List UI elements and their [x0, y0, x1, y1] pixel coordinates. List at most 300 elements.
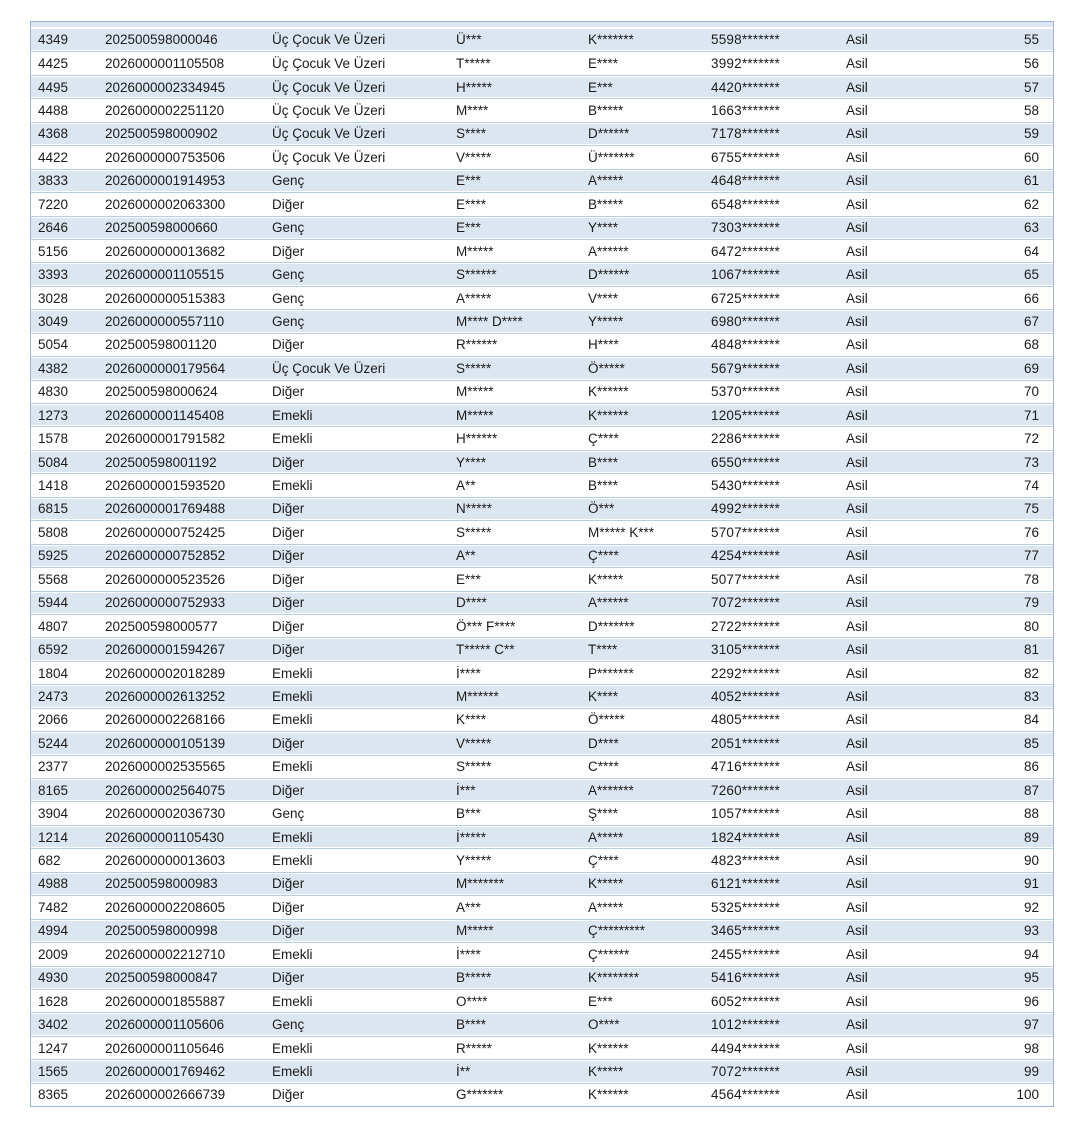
cell-application-no: 2026000002212710	[105, 946, 226, 962]
cell-status: Asil	[846, 665, 868, 681]
cell-category: Diğer	[272, 337, 305, 353]
cell-application-no: 2026000002666739	[105, 1087, 226, 1103]
table-row	[31, 989, 1053, 1012]
cell-masked-id: 4848*******	[711, 337, 781, 353]
table-rows-container	[31, 28, 1053, 1106]
cell-application-no: 2026000001105508	[105, 56, 225, 72]
cell-category: Diğer	[272, 923, 305, 939]
cell-last-name: A*******	[588, 782, 634, 798]
cell-masked-id: 5679*******	[711, 360, 781, 376]
cell-rank: 79	[1023, 595, 1039, 611]
cell-category: Emekli	[272, 1040, 313, 1056]
cell-rank: 91	[1023, 876, 1039, 892]
cell-rank: 84	[1023, 712, 1039, 728]
cell-application-no: 202500598000847	[105, 970, 218, 986]
cell-sequence-no: 4349	[38, 32, 69, 48]
table-row	[31, 239, 1053, 262]
cell-masked-id: 4420*******	[711, 79, 781, 95]
cell-sequence-no: 2066	[38, 712, 69, 728]
cell-category: Emekli	[272, 829, 313, 845]
cell-rank: 78	[1023, 571, 1039, 587]
cell-masked-id: 4805*******	[711, 712, 781, 728]
cell-status: Asil	[846, 759, 868, 775]
cell-sequence-no: 1273	[38, 407, 69, 423]
cell-sequence-no: 8165	[38, 782, 69, 798]
cell-application-no: 2026000001914953	[105, 173, 226, 189]
cell-masked-id: 6755*******	[711, 149, 781, 165]
cell-first-name: M******	[456, 688, 499, 704]
cell-rank: 92	[1023, 899, 1039, 915]
cell-category: Emekli	[272, 688, 313, 704]
table-row	[31, 403, 1053, 426]
cell-first-name: M****	[456, 103, 489, 119]
cell-category: Genç	[272, 173, 305, 189]
cell-application-no: 2026000001791582	[105, 431, 226, 447]
cell-first-name: Y****	[456, 454, 487, 470]
table-row	[31, 591, 1053, 614]
cell-application-no: 2026000002334945	[105, 79, 226, 95]
table-row	[31, 75, 1053, 98]
cell-last-name: Ö*****	[588, 360, 625, 376]
cell-category: Emekli	[272, 431, 313, 447]
cell-sequence-no: 1565	[38, 1063, 69, 1079]
cell-first-name: O****	[456, 993, 488, 1009]
cell-application-no: 2026000002063300	[105, 196, 226, 212]
cell-masked-id: 7072*******	[711, 595, 781, 611]
table-row	[31, 28, 1053, 51]
cell-category: Diğer	[272, 524, 305, 540]
cell-last-name: H****	[588, 337, 619, 353]
cell-first-name: Ö*** F****	[456, 618, 516, 634]
cell-first-name: İ*****	[456, 829, 487, 845]
cell-status: Asil	[846, 735, 868, 751]
cell-application-no: 2026000002564075	[105, 782, 226, 798]
cell-first-name: T***** C**	[456, 642, 515, 658]
cell-last-name: Ö***	[588, 501, 615, 517]
cell-last-name: O****	[588, 1017, 620, 1033]
cell-first-name: M*****	[456, 923, 494, 939]
cell-rank: 80	[1023, 618, 1039, 634]
cell-first-name: İ**	[456, 1063, 471, 1079]
cell-status: Asil	[846, 149, 868, 165]
cell-status: Asil	[846, 501, 868, 517]
cell-last-name: A*****	[588, 173, 624, 189]
cell-rank: 75	[1023, 501, 1039, 517]
cell-rank: 94	[1023, 946, 1039, 962]
cell-last-name: E****	[588, 56, 619, 72]
cell-rank: 55	[1023, 32, 1039, 48]
cell-category: Diğer	[272, 595, 305, 611]
cell-rank: 99	[1023, 1063, 1039, 1079]
cell-last-name: Ç****	[588, 853, 619, 869]
cell-category: Diğer	[272, 642, 305, 658]
cell-rank: 73	[1023, 454, 1039, 470]
cell-application-no: 2026000000013603	[105, 853, 226, 869]
cell-last-name: K*****	[588, 876, 624, 892]
cell-last-name: Ç****	[588, 431, 619, 447]
cell-rank: 67	[1023, 313, 1039, 329]
cell-application-no: 202500598000577	[105, 618, 218, 634]
cell-status: Asil	[846, 56, 868, 72]
cell-masked-id: 5370*******	[711, 384, 781, 400]
table-row	[31, 169, 1053, 192]
cell-application-no: 202500598001192	[105, 454, 217, 470]
cell-category: Emekli	[272, 946, 313, 962]
cell-masked-id: 5416*******	[711, 970, 781, 986]
cell-sequence-no: 5925	[38, 548, 69, 564]
cell-category: Genç	[272, 267, 305, 283]
cell-application-no: 2026000002268166	[105, 712, 226, 728]
cell-status: Asil	[846, 103, 868, 119]
cell-application-no: 2026000001769488	[105, 501, 226, 517]
cell-masked-id: 6980*******	[711, 313, 781, 329]
cell-first-name: V*****	[456, 149, 492, 165]
cell-masked-id: 4716*******	[711, 759, 781, 775]
cell-last-name: Ş****	[588, 806, 619, 822]
cell-masked-id: 3105*******	[711, 642, 781, 658]
cell-status: Asil	[846, 32, 868, 48]
cell-first-name: H******	[456, 431, 498, 447]
cell-category: Üç Çocuk Ve Üzeri	[272, 360, 386, 376]
results-table	[30, 21, 1054, 1107]
cell-application-no: 2026000002036730	[105, 806, 226, 822]
cell-masked-id: 5707*******	[711, 524, 781, 540]
cell-masked-id: 2722*******	[711, 618, 781, 634]
cell-rank: 96	[1023, 993, 1039, 1009]
cell-rank: 85	[1023, 735, 1039, 751]
cell-rank: 72	[1023, 431, 1039, 447]
cell-application-no: 2026000000179564	[105, 360, 226, 376]
cell-first-name: S****	[456, 126, 487, 142]
cell-last-name: C****	[588, 759, 619, 775]
table-row	[31, 801, 1053, 824]
cell-masked-id: 4494*******	[711, 1040, 781, 1056]
table-row	[31, 825, 1053, 848]
cell-category: Diğer	[272, 243, 305, 259]
cell-rank: 71	[1023, 407, 1039, 423]
cell-sequence-no: 5156	[38, 243, 69, 259]
cell-sequence-no: 7482	[38, 899, 69, 915]
table-row	[31, 708, 1053, 731]
cell-first-name: İ***	[456, 782, 476, 798]
cell-first-name: S*****	[456, 360, 492, 376]
cell-sequence-no: 1804	[38, 665, 69, 681]
cell-status: Asil	[846, 243, 868, 259]
cell-rank: 69	[1023, 360, 1039, 376]
cell-application-no: 202500598000624	[105, 384, 218, 400]
cell-status: Asil	[846, 829, 868, 845]
cell-application-no: 202500598000046	[105, 32, 218, 48]
cell-application-no: 2026000000105139	[105, 735, 226, 751]
cell-application-no: 202500598000660	[105, 220, 218, 236]
cell-application-no: 2026000001593520	[105, 478, 226, 494]
cell-masked-id: 6472*******	[711, 243, 781, 259]
cell-rank: 88	[1023, 806, 1039, 822]
cell-sequence-no: 4422	[38, 149, 69, 165]
table-row	[31, 309, 1053, 332]
cell-status: Asil	[846, 524, 868, 540]
cell-application-no: 202500598000998	[105, 923, 218, 939]
cell-sequence-no: 1247	[38, 1040, 69, 1056]
cell-status: Asil	[846, 478, 868, 494]
cell-last-name: Ç*********	[588, 923, 646, 939]
table-row	[31, 544, 1053, 567]
cell-masked-id: 5077*******	[711, 571, 781, 587]
cell-application-no: 2026000000752852	[105, 548, 226, 564]
cell-application-no: 2026000002251120	[105, 103, 225, 119]
cell-masked-id: 4254*******	[711, 548, 781, 564]
cell-last-name: Ö*****	[588, 712, 625, 728]
cell-masked-id: 4648*******	[711, 173, 781, 189]
cell-last-name: D****	[588, 735, 619, 751]
cell-application-no: 2026000000752425	[105, 524, 226, 540]
cell-sequence-no: 1214	[38, 829, 69, 845]
cell-masked-id: 4564*******	[711, 1087, 781, 1103]
table-row	[31, 473, 1053, 496]
cell-last-name: B*****	[588, 103, 624, 119]
table-row	[31, 684, 1053, 707]
cell-category: Üç Çocuk Ve Üzeri	[272, 103, 386, 119]
cell-application-no: 2026000000557110	[105, 313, 225, 329]
table-row	[31, 1012, 1053, 1035]
table-row	[31, 497, 1053, 520]
cell-status: Asil	[846, 782, 868, 798]
cell-status: Asil	[846, 407, 868, 423]
cell-sequence-no: 2377	[38, 759, 69, 775]
table-row	[31, 286, 1053, 309]
cell-application-no: 2026000000523526	[105, 571, 226, 587]
cell-status: Asil	[846, 595, 868, 611]
cell-rank: 90	[1023, 853, 1039, 869]
cell-category: Emekli	[272, 712, 313, 728]
cell-first-name: A***	[456, 899, 481, 915]
cell-status: Asil	[846, 454, 868, 470]
cell-masked-id: 7072*******	[711, 1063, 781, 1079]
cell-masked-id: 2455*******	[711, 946, 781, 962]
cell-last-name: V****	[588, 290, 619, 306]
cell-category: Diğer	[272, 970, 305, 986]
table-row	[31, 942, 1053, 965]
cell-sequence-no: 4368	[38, 126, 69, 142]
cell-last-name: Y****	[588, 220, 619, 236]
cell-status: Asil	[846, 290, 868, 306]
cell-first-name: N*****	[456, 501, 493, 517]
cell-category: Emekli	[272, 478, 313, 494]
cell-rank: 83	[1023, 688, 1039, 704]
cell-last-name: P*******	[588, 665, 634, 681]
cell-category: Diğer	[272, 454, 305, 470]
cell-sequence-no: 6592	[38, 642, 69, 658]
cell-status: Asil	[846, 548, 868, 564]
cell-category: Üç Çocuk Ve Üzeri	[272, 56, 386, 72]
cell-masked-id: 6121*******	[711, 876, 781, 892]
cell-sequence-no: 3904	[38, 806, 69, 822]
cell-last-name: D******	[588, 126, 630, 142]
cell-first-name: M**** D****	[456, 313, 523, 329]
cell-masked-id: 4992*******	[711, 501, 781, 517]
cell-last-name: K*****	[588, 1063, 624, 1079]
cell-sequence-no: 6815	[38, 501, 69, 517]
cell-sequence-no: 3833	[38, 173, 69, 189]
cell-first-name: H*****	[456, 79, 493, 95]
cell-sequence-no: 1418	[38, 478, 69, 494]
cell-masked-id: 2292*******	[711, 665, 781, 681]
cell-category: Emekli	[272, 759, 313, 775]
cell-first-name: İ****	[456, 665, 481, 681]
cell-rank: 66	[1023, 290, 1039, 306]
cell-first-name: A*****	[456, 290, 492, 306]
cell-status: Asil	[846, 946, 868, 962]
cell-first-name: R******	[456, 337, 498, 353]
cell-first-name: E***	[456, 173, 481, 189]
cell-last-name: B*****	[588, 196, 624, 212]
cell-first-name: M*****	[456, 243, 494, 259]
cell-sequence-no: 4930	[38, 970, 69, 986]
cell-status: Asil	[846, 1017, 868, 1033]
cell-application-no: 202500598001120	[105, 337, 217, 353]
cell-status: Asil	[846, 923, 868, 939]
cell-status: Asil	[846, 712, 868, 728]
cell-masked-id: 3992*******	[711, 56, 781, 72]
cell-status: Asil	[846, 618, 868, 634]
cell-last-name: B****	[588, 478, 619, 494]
cell-status: Asil	[846, 688, 868, 704]
cell-rank: 95	[1023, 970, 1039, 986]
cell-application-no: 2026000001105430	[105, 829, 225, 845]
cell-first-name: M*****	[456, 384, 494, 400]
cell-category: Diğer	[272, 1087, 305, 1103]
cell-rank: 65	[1023, 267, 1039, 283]
cell-status: Asil	[846, 126, 868, 142]
cell-category: Emekli	[272, 665, 313, 681]
cell-masked-id: 6725*******	[711, 290, 781, 306]
cell-masked-id: 5598*******	[711, 32, 781, 48]
table-row	[31, 895, 1053, 918]
cell-category: Diğer	[272, 899, 305, 915]
cell-last-name: Y*****	[588, 313, 624, 329]
cell-status: Asil	[846, 970, 868, 986]
table-row	[31, 848, 1053, 871]
cell-last-name: Ç****	[588, 548, 619, 564]
cell-application-no: 2026000000013682	[105, 243, 226, 259]
cell-rank: 70	[1023, 384, 1039, 400]
table-row	[31, 731, 1053, 754]
cell-first-name: K****	[456, 712, 487, 728]
table-row	[31, 356, 1053, 379]
cell-first-name: E***	[456, 220, 481, 236]
cell-first-name: S*****	[456, 524, 492, 540]
cell-sequence-no: 4488	[38, 103, 69, 119]
cell-category: Diğer	[272, 735, 305, 751]
cell-status: Asil	[846, 313, 868, 329]
cell-first-name: T*****	[456, 56, 491, 72]
table-row	[31, 614, 1053, 637]
table-row	[31, 145, 1053, 168]
cell-sequence-no: 5244	[38, 735, 69, 751]
cell-rank: 68	[1023, 337, 1039, 353]
table-row	[31, 333, 1053, 356]
cell-status: Asil	[846, 173, 868, 189]
cell-last-name: Ü*******	[588, 149, 635, 165]
cell-category: Diğer	[272, 782, 305, 798]
cell-application-no: 2026000001769462	[105, 1063, 226, 1079]
cell-last-name: M***** K***	[588, 524, 655, 540]
cell-status: Asil	[846, 853, 868, 869]
cell-status: Asil	[846, 79, 868, 95]
cell-masked-id: 6052*******	[711, 993, 781, 1009]
table-row	[31, 755, 1053, 778]
cell-status: Asil	[846, 899, 868, 915]
table-row	[31, 192, 1053, 215]
cell-status: Asil	[846, 1087, 868, 1103]
cell-first-name: D****	[456, 595, 487, 611]
cell-masked-id: 1205*******	[711, 407, 781, 423]
cell-application-no: 2026000000753506	[105, 149, 226, 165]
cell-last-name: E***	[588, 79, 613, 95]
table-row	[31, 262, 1053, 285]
cell-sequence-no: 2646	[38, 220, 69, 236]
cell-rank: 98	[1023, 1040, 1039, 1056]
cell-rank: 82	[1023, 665, 1039, 681]
cell-category: Genç	[272, 220, 305, 236]
cell-last-name: A*****	[588, 899, 624, 915]
table-row	[31, 520, 1053, 543]
table-row	[31, 380, 1053, 403]
cell-status: Asil	[846, 642, 868, 658]
cell-masked-id: 2051*******	[711, 735, 781, 751]
cell-first-name: M*******	[456, 876, 505, 892]
cell-category: Üç Çocuk Ve Üzeri	[272, 32, 386, 48]
cell-status: Asil	[846, 220, 868, 236]
table-row	[31, 426, 1053, 449]
cell-application-no: 2026000001105606	[105, 1017, 225, 1033]
cell-sequence-no: 5084	[38, 454, 69, 470]
cell-category: Genç	[272, 313, 305, 329]
cell-category: Genç	[272, 290, 305, 306]
cell-category: Emekli	[272, 1063, 313, 1079]
cell-sequence-no: 5054	[38, 337, 69, 353]
cell-masked-id: 7303*******	[711, 220, 781, 236]
cell-application-no: 2026000001594267	[105, 642, 226, 658]
cell-rank: 93	[1023, 923, 1039, 939]
cell-first-name: B***	[456, 806, 481, 822]
cell-rank: 56	[1023, 56, 1039, 72]
cell-masked-id: 6548*******	[711, 196, 781, 212]
cell-sequence-no: 3393	[38, 267, 69, 283]
cell-rank: 58	[1023, 103, 1039, 119]
cell-category: Emekli	[272, 853, 313, 869]
cell-sequence-no: 3402	[38, 1017, 69, 1033]
cell-masked-id: 7178*******	[711, 126, 781, 142]
cell-last-name: T****	[588, 642, 618, 658]
cell-masked-id: 1067*******	[711, 267, 781, 283]
cell-first-name: İ****	[456, 946, 481, 962]
cell-masked-id: 1824*******	[711, 829, 781, 845]
cell-rank: 64	[1023, 243, 1039, 259]
cell-category: Diğer	[272, 618, 305, 634]
cell-category: Diğer	[272, 384, 305, 400]
cell-status: Asil	[846, 384, 868, 400]
table-row	[31, 872, 1053, 895]
cell-category: Üç Çocuk Ve Üzeri	[272, 149, 386, 165]
cell-rank: 63	[1023, 220, 1039, 236]
table-row	[31, 567, 1053, 590]
table-row	[31, 1083, 1053, 1106]
cell-category: Genç	[272, 806, 305, 822]
cell-last-name: K*****	[588, 571, 624, 587]
cell-status: Asil	[846, 431, 868, 447]
cell-sequence-no: 4495	[38, 79, 69, 95]
